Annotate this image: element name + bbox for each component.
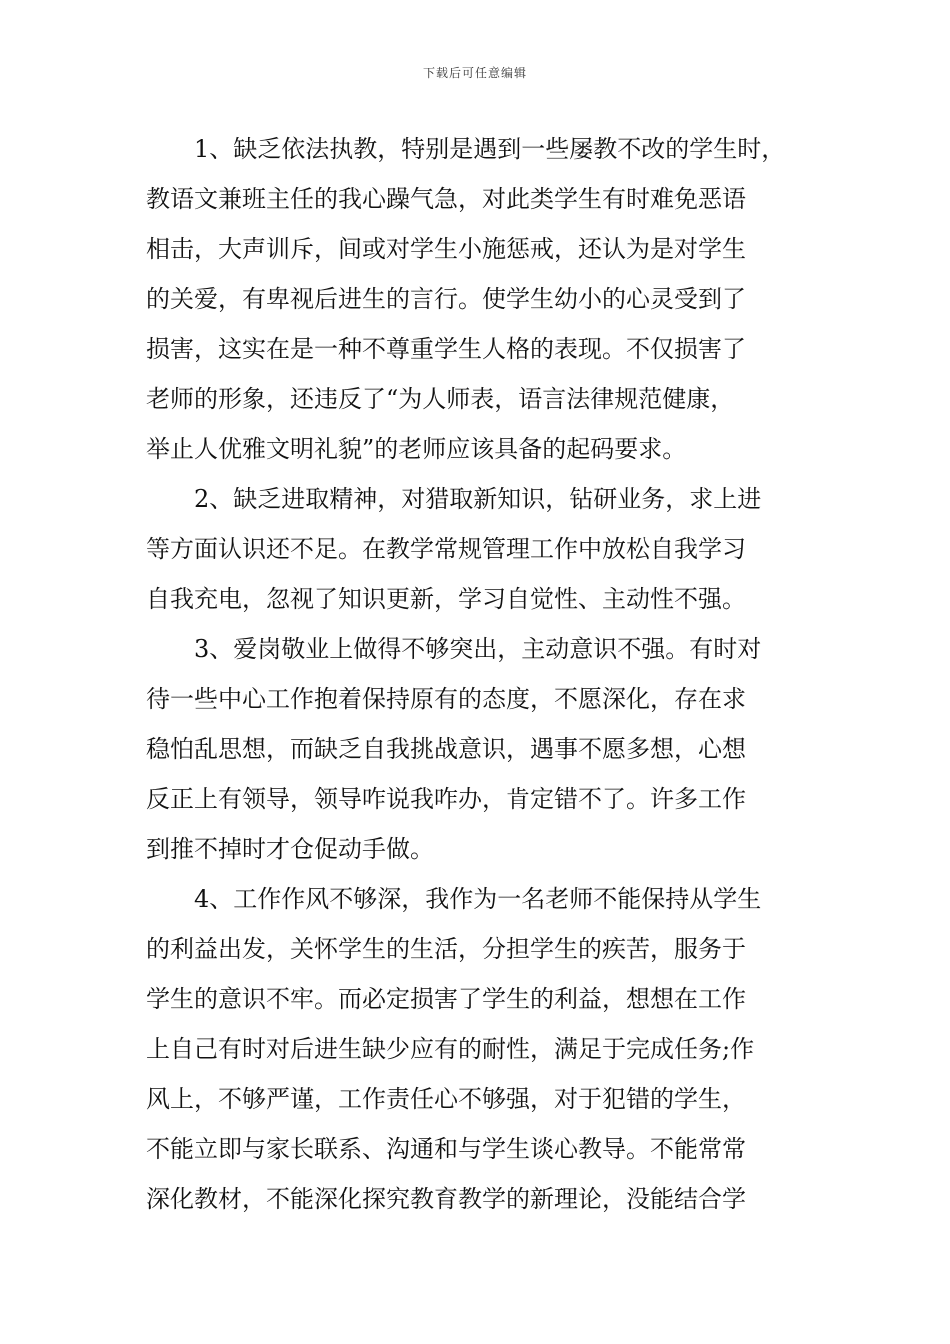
text-line: 反正上有领导，领导咋说我咋办，肯定错不了。许多工作 xyxy=(146,785,746,813)
text-line: 的利益出发，关怀学生的生活，分担学生的疾苦，服务于 xyxy=(146,935,746,963)
text-line: 风上，不够严谨，工作责任心不够强，对于犯错的学生， xyxy=(146,1085,746,1113)
text-line: 教语文兼班主任的我心躁气急，对此类学生有时难免恶语 xyxy=(146,185,746,213)
text-line: 举止人优雅文明礼貌”的老师应该具备的起码要求。 xyxy=(146,435,687,463)
text-line: 深化教材，不能深化探究教育教学的新理论，没能结合学 xyxy=(146,1185,746,1213)
text-line: 等方面认识还不足。在教学常规管理工作中放松自我学习 xyxy=(146,535,746,563)
paragraph-2 xyxy=(146,474,818,624)
text-line: 到推不掉时才仓促动手做。 xyxy=(146,835,434,863)
paragraph-1 xyxy=(146,124,818,474)
text-line: 老师的形象，还违反了“为人师表，语言法律规范健康， xyxy=(146,385,735,413)
text-line: 损害，这实在是一种不尊重学生人格的表现。不仅损害了 xyxy=(146,335,746,363)
text-line: 3、爱岗敬业上做得不够突出，主动意识不强。有时对 xyxy=(194,635,762,663)
text-line: 1、缺乏依法执教，特别是遇到一些屡教不改的学生时， xyxy=(194,135,786,163)
text-line: 待一些中心工作抱着保持原有的态度，不愿深化，存在求 xyxy=(146,685,746,713)
paragraph-4 xyxy=(146,874,818,1224)
text-line: 学生的意识不牢。而必定损害了学生的利益，想想在工作 xyxy=(146,985,746,1013)
text-line: 稳怕乱思想，而缺乏自我挑战意识，遇事不愿多想，心想 xyxy=(146,735,746,763)
document-body xyxy=(146,124,818,1224)
text-line: 的关爱，有卑视后进生的言行。使学生幼小的心灵受到了 xyxy=(146,285,746,313)
paragraph-3 xyxy=(146,624,818,874)
text-line: 相击，大声训斥，间或对学生小施惩戒，还认为是对学生 xyxy=(146,235,746,263)
text-line: 2、缺乏进取精神，对猎取新知识，钻研业务，求上进 xyxy=(194,485,762,513)
text-line: 自我充电，忽视了知识更新，学习自觉性、主动性不强。 xyxy=(146,585,746,613)
page-header-note: 下载后可任意编辑 xyxy=(422,66,527,80)
text-line: 4、工作作风不够深，我作为一名老师不能保持从学生 xyxy=(194,885,762,913)
text-line: 上自己有时对后进生缺少应有的耐性，满足于完成任务;作 xyxy=(146,1035,755,1063)
text-line: 不能立即与家长联系、沟通和与学生谈心教导。不能常常 xyxy=(146,1135,746,1163)
